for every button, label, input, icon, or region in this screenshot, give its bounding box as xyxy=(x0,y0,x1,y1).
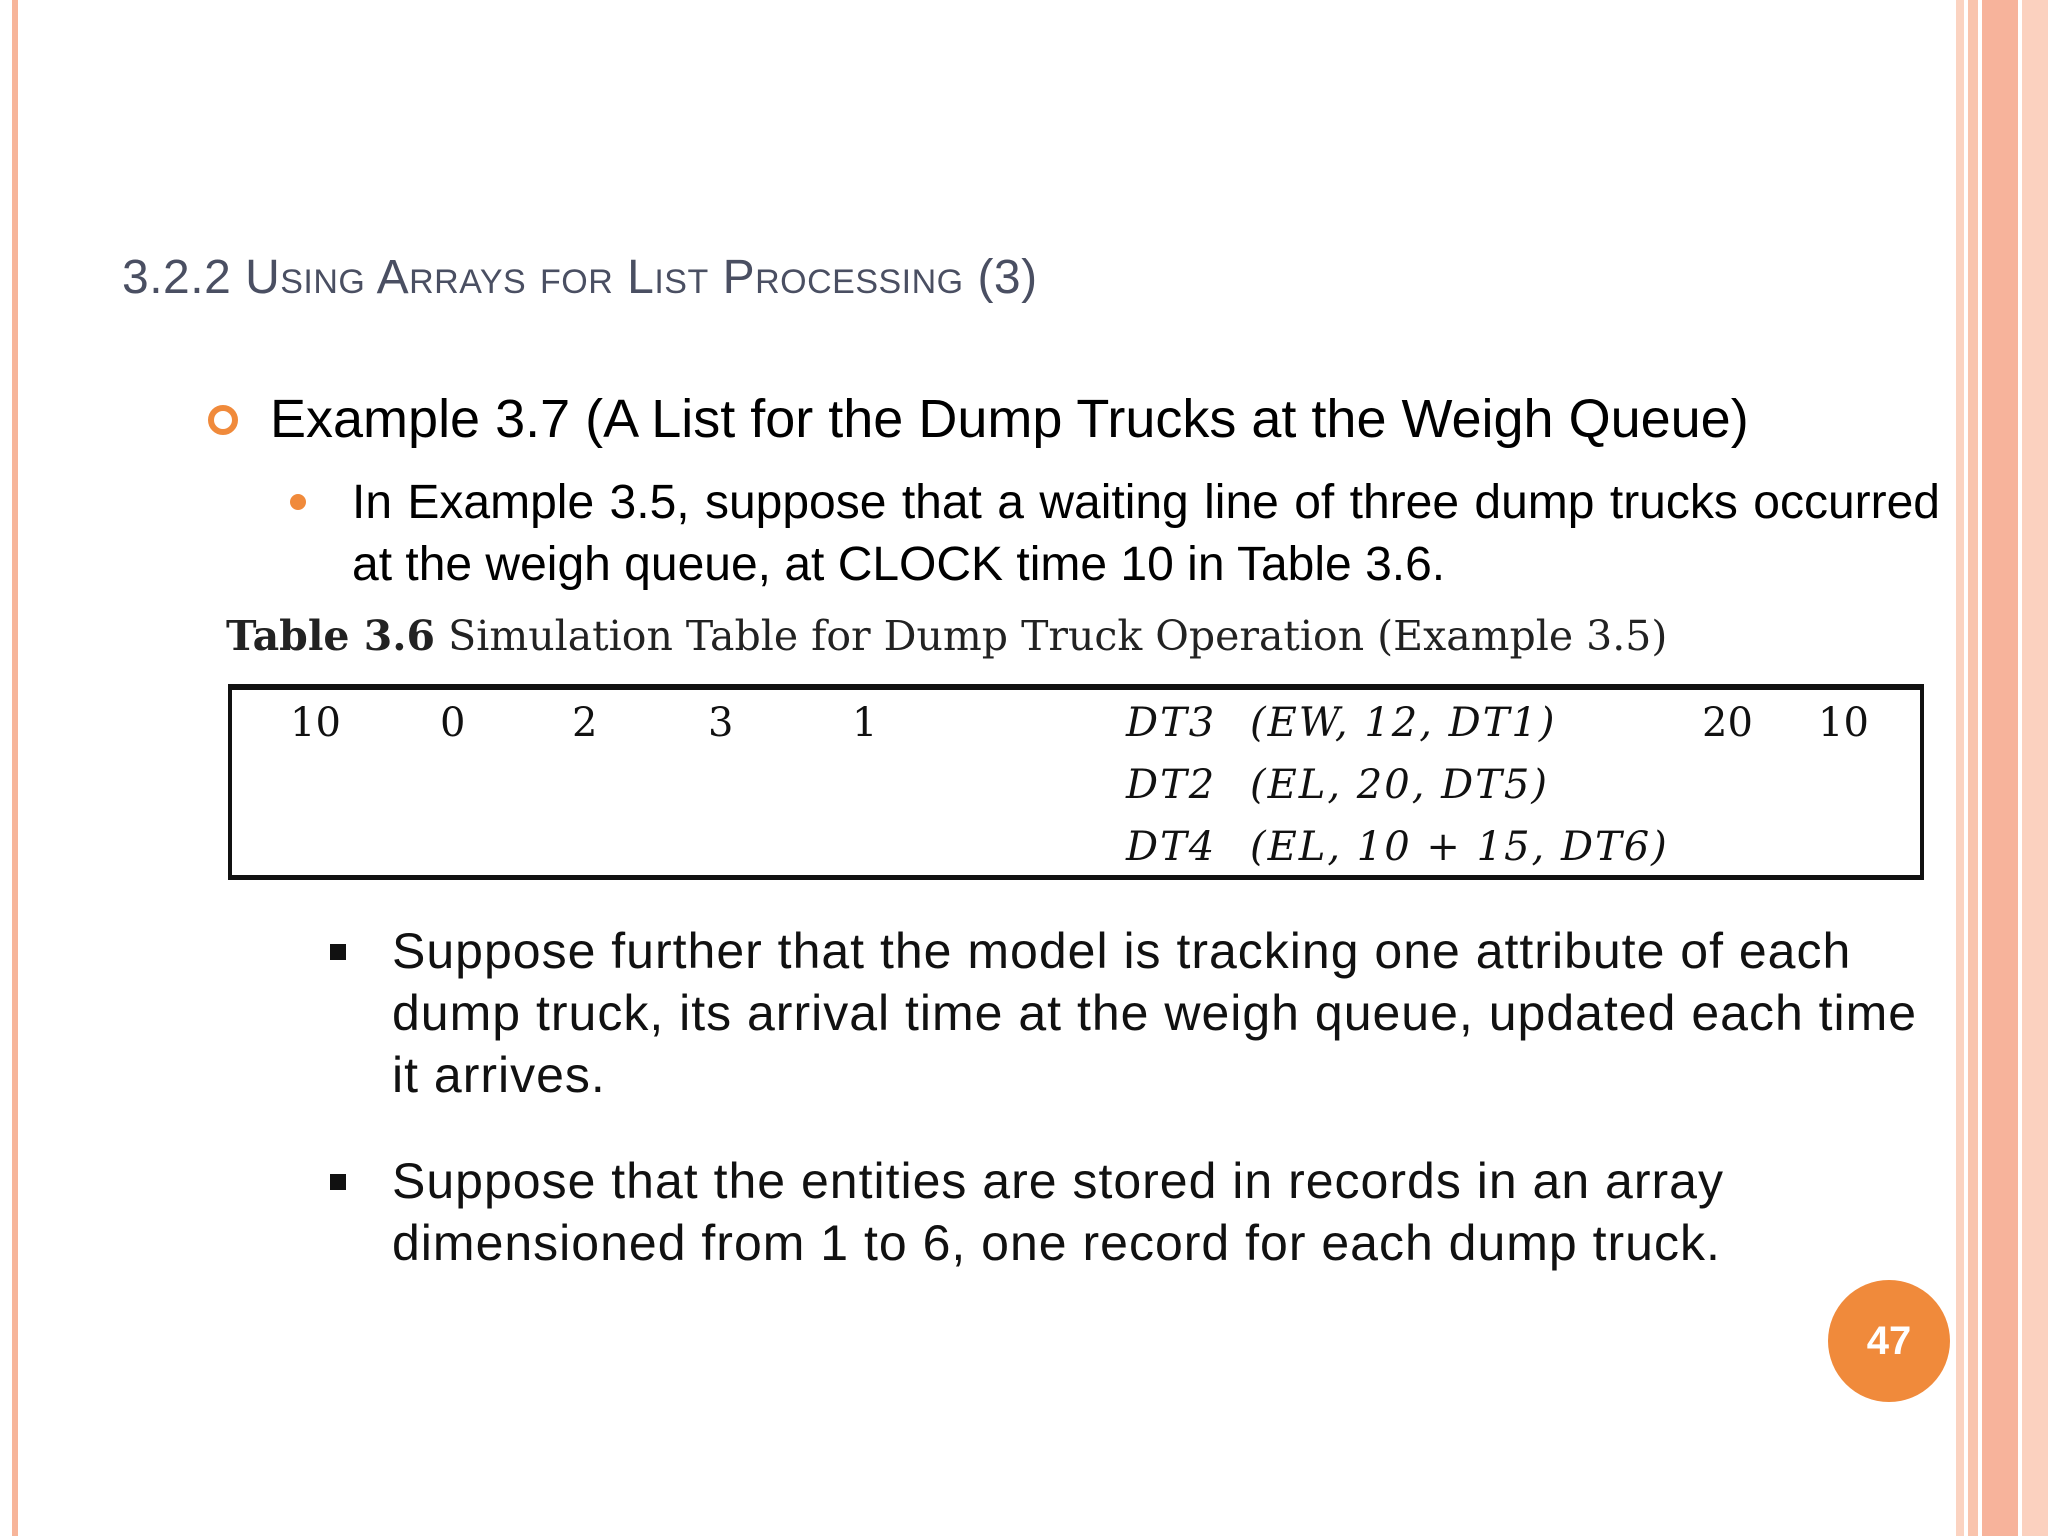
table-cell: 1 xyxy=(852,700,878,746)
left-border-line xyxy=(12,0,18,1536)
bullet-text: In Example 3.5, suppose that a waiting line of three dump trucks occurred at the weigh queue, at CLOCK time 10 in Table 3.6. xyxy=(352,476,1940,591)
bullet-level3 xyxy=(330,1150,1950,1274)
queue-truck: DT4 xyxy=(1126,824,1217,870)
bullet-level2 xyxy=(290,472,1940,596)
dot-bullet-icon xyxy=(290,494,306,510)
table-cell: 0 xyxy=(440,700,466,746)
queue-event: (EL, 10 + 15, DT6) xyxy=(1250,824,1669,870)
table-cell: 10 xyxy=(1818,700,1869,746)
queue-truck: DT2 xyxy=(1126,762,1217,808)
page-number-badge: 47 xyxy=(1828,1280,1950,1402)
right-border-band xyxy=(1968,0,1978,1536)
simulation-table xyxy=(228,684,1924,880)
ring-bullet-icon xyxy=(208,405,238,435)
right-border-band xyxy=(1956,0,1964,1536)
right-border-band xyxy=(1982,0,2018,1536)
table-cell: 2 xyxy=(572,700,598,746)
bullet-level3 xyxy=(330,920,1950,1106)
queue-event: (EW, 12, DT1) xyxy=(1250,700,1557,746)
bullet-text: Suppose that the entities are stored in records in an array dimensioned from 1 to 6, one record for each dump truck. xyxy=(392,1153,1724,1271)
table-caption-text: Simulation Table for Dump Truck Operation (Example 3.5) xyxy=(448,612,1668,660)
square-bullet-icon xyxy=(330,1174,346,1190)
table-cell: 20 xyxy=(1702,700,1753,746)
queue-truck: DT3 xyxy=(1126,700,1217,746)
slide-title: 3.2.2 Using Arrays for List Processing (3) xyxy=(122,251,1038,304)
queue-event: (EL, 20, DT5) xyxy=(1250,762,1549,808)
bullet-text: Suppose further that the model is tracking one attribute of each dump truck, its arrival time at the weigh queue, updated each time it arrives. xyxy=(392,923,1918,1103)
bullet-text: Example 3.7 (A List for the Dump Trucks at the Weigh Queue) xyxy=(270,389,1749,449)
table-caption-number: Table 3.6 xyxy=(226,612,436,660)
square-bullet-icon xyxy=(330,944,346,960)
right-border-band xyxy=(2022,0,2048,1536)
table-caption xyxy=(226,612,1667,660)
table-cell: 10 xyxy=(290,700,341,746)
table-cell: 3 xyxy=(708,700,734,746)
